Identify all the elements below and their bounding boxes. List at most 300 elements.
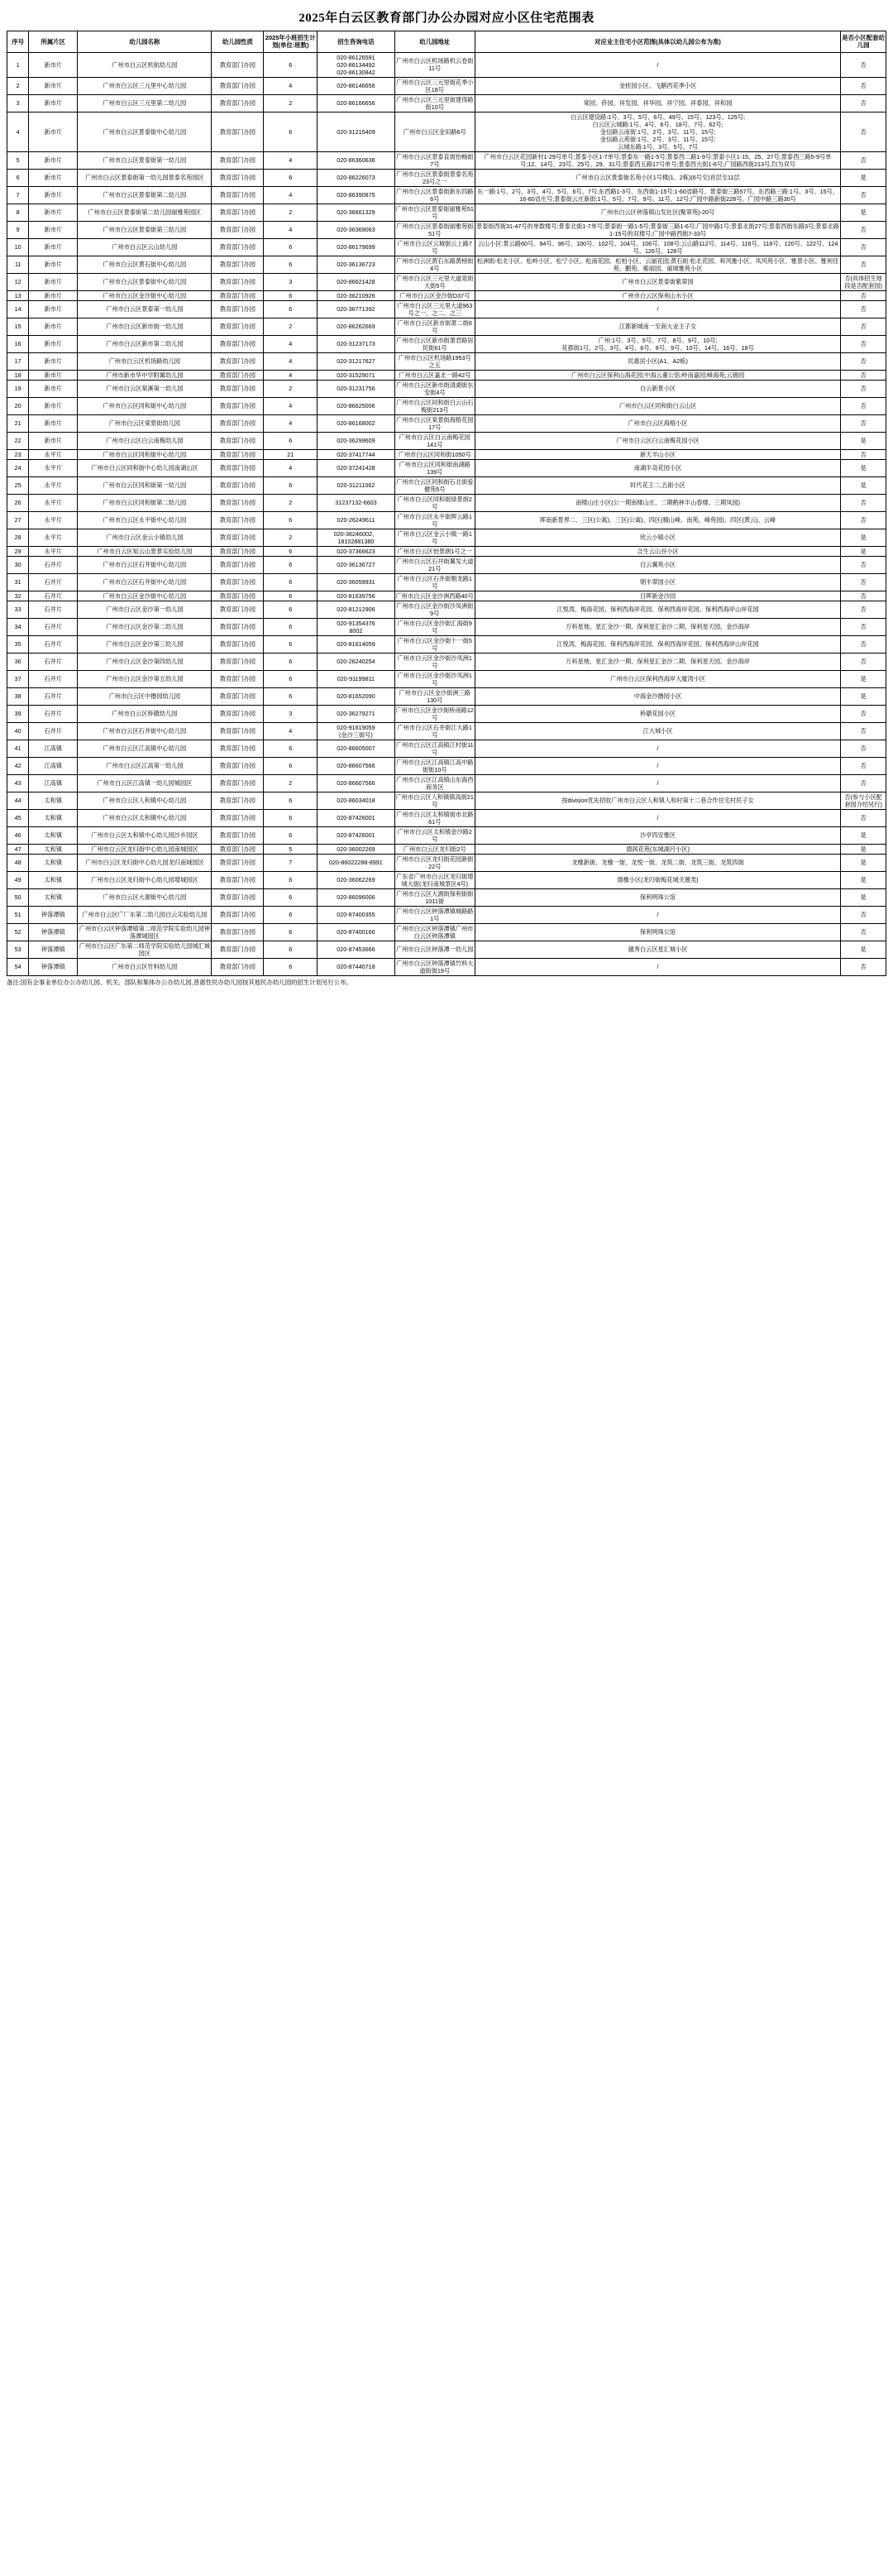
cell-no: 52 <box>7 923 29 941</box>
cell-address: 广州市白云区金沙街沙凤洲1号 <box>394 670 475 687</box>
cell-address: 广州市白云区钟落潭镇广州市白云区钟落潭镇 <box>396 924 474 940</box>
cell-kindergarten-name: 广州市白云区龙归街中心幼儿园南城园区 <box>78 844 212 854</box>
cell-plan: 6 <box>264 941 318 958</box>
cell-supporting: 否 <box>841 635 886 653</box>
table-row <box>7 256 886 273</box>
cell-address: 广州市白云区金沙洲西路40号 <box>395 591 474 600</box>
cell-address: 广州市白云区同和街白云山石梅街213号 <box>396 398 474 414</box>
table-row <box>7 740 886 757</box>
cell-address: 广州市白云区金沙街沙凤洲1号 <box>394 653 475 670</box>
cell-plan: 4 <box>264 221 318 238</box>
cell-telephone: 020-86126591 020-86134492 020-86130842 <box>318 52 394 77</box>
cell-scope: 德润花苑(东城湖月小区) <box>475 844 840 854</box>
table-row <box>7 906 886 923</box>
cell-area: 石井片 <box>29 591 78 601</box>
cell-address: 广州市白云区三元里大道泉街大街5号 <box>396 274 474 290</box>
cell-kindergarten-name: 广州市白云区太和镇中心幼儿园沙乡园区 <box>78 826 212 844</box>
cell-area: 石井片 <box>29 556 78 573</box>
cell-address: 广州市白云区金田路6号 <box>394 112 475 151</box>
cell-nature: 教育部门办园 <box>212 844 264 854</box>
cell-telephone: 020-87440718 <box>318 958 394 975</box>
cell-kindergarten-name: 广州市白云区三元里中心幼儿园 <box>78 77 212 94</box>
cell-nature: 教育部门办园 <box>212 757 264 774</box>
cell-address: 广东省广州市白云区龙归街增城大街(龙归南城景区4号) <box>396 872 474 888</box>
cell-nature: 教育部门办园 <box>212 449 264 459</box>
cell-plan: 5 <box>264 844 318 854</box>
cell-address: 广州市白云区金沙街沙凤洲街9号 <box>396 601 474 617</box>
cell-kindergarten-name: 广州市白云区广厂东第二幼儿园白云实验幼儿园 <box>78 906 212 923</box>
cell-area: 太和镇 <box>29 854 78 871</box>
cell-plan: 6 <box>264 290 318 300</box>
cell-no: 40 <box>7 722 29 740</box>
table-row <box>7 722 886 740</box>
cell-area: 新市片 <box>29 397 78 414</box>
cell-plan: 6 <box>264 573 318 591</box>
cell-scope: 晖南新景界二、三区(公寓)、三区(公寓)、四区(精山峰、南苑、峰苑园)、四区(黄云)、云峰 <box>475 511 840 529</box>
cell-no: 3 <box>7 94 29 112</box>
cell-nature: 教育部门办园 <box>212 529 264 546</box>
cell-area: 新市片 <box>29 380 78 397</box>
cell-plan: 6 <box>264 740 318 757</box>
cell-scope: / <box>475 740 840 757</box>
cell-nature: 教育部门办园 <box>212 380 264 397</box>
cell-no: 25 <box>7 476 29 494</box>
cell-area: 新市片 <box>29 238 78 256</box>
cell-nature: 教育部门办园 <box>212 335 264 352</box>
cell-no: 9 <box>7 221 29 238</box>
cell-address: 广州市白云区钟落潭一幼儿园 <box>394 941 475 958</box>
cell-nature: 教育部门办园 <box>212 722 264 740</box>
cell-address: 广州市白云区机场路机云卷街11号 <box>394 52 475 77</box>
cell-address: 广州市白云区金沙街桥南路12号 <box>395 706 474 721</box>
cell-area: 永平片 <box>29 459 78 476</box>
cell-kindergarten-name: 广州市白云区景泰街第一幼儿园 <box>78 151 212 169</box>
cell-supporting: 否 <box>841 556 886 573</box>
cell-supporting: 否 <box>841 335 886 352</box>
cell-address: 广州市白云区同和街1050号 <box>394 449 475 459</box>
kindergarten-table <box>7 31 886 976</box>
cell-area: 钟落潭镇 <box>29 923 78 941</box>
cell-no: 19 <box>7 380 29 397</box>
cell-nature: 教育部门办园 <box>212 238 264 256</box>
cell-kindergarten-name: 广州市白云区同和街中心幼儿园 <box>78 397 212 414</box>
cell-supporting: 否 <box>841 370 886 380</box>
table-row <box>7 112 886 151</box>
cell-nature: 教育部门办园 <box>212 169 264 186</box>
cell-supporting: 是 <box>841 941 886 958</box>
cell-kindergarten-name: 广州市白云区棠景街幼儿园 <box>78 414 212 432</box>
cell-kindergarten-name: 广州市白云区永平街中心幼儿园 <box>78 511 212 529</box>
cell-scope: / <box>475 52 840 77</box>
cell-address: 广州市白云区同和街石北街爱健苑5号 <box>396 477 474 493</box>
cell-no: 47 <box>7 844 29 854</box>
cell-telephone: 020-36136727 <box>318 556 394 573</box>
cell-area: 新市片 <box>29 318 78 335</box>
cell-scope: 龙橡新街、龙橡一街、龙悦一街、龙筑二街、龙筑三街、龙筑四街 <box>475 854 840 871</box>
cell-no: 18 <box>7 370 29 380</box>
cell-telephone: 020-36299609 <box>318 432 394 449</box>
cell-supporting: 否 <box>841 380 886 397</box>
cell-telephone: 020-36246002、18102881380 <box>318 529 394 546</box>
cell-kindergarten-name: 广州市白云区机航幼儿园 <box>78 52 212 77</box>
footer-note: 备注:国有企事业单位办公办幼儿园、机关、部队和集体办公办幼儿园,普惠性民办幼儿园按其他民办幼儿园的招生计划另行公布。 <box>7 978 352 986</box>
cell-kindergarten-name: 广州市白云区金沙街中心幼儿园 <box>78 290 212 300</box>
cell-telephone: 020-37417744 <box>318 449 394 459</box>
cell-kindergarten-name: 广州市白云区钟落潭镇第二师范学院实验幼儿园钟落潭城园区 <box>78 923 212 941</box>
cell-plan: 2 <box>264 774 318 792</box>
cell-area: 新市片 <box>29 432 78 449</box>
table-row <box>7 352 886 370</box>
cell-supporting: 是 <box>841 844 886 854</box>
cell-no: 51 <box>7 906 29 923</box>
cell-supporting: 否 <box>841 601 886 618</box>
cell-nature: 教育部门办园 <box>212 958 264 975</box>
cell-scope: / <box>475 906 840 923</box>
cell-no: 45 <box>7 809 29 826</box>
table-body <box>7 52 886 975</box>
cell-plan: 4 <box>264 77 318 94</box>
cell-nature: 教育部门办园 <box>212 186 264 203</box>
cell-supporting: 否 <box>841 923 886 941</box>
cell-supporting: 是 <box>841 203 886 221</box>
cell-nature: 教育部门办园 <box>212 221 264 238</box>
table-row <box>7 300 886 318</box>
cell-plan: 6 <box>264 591 318 601</box>
cell-kindergarten-name: 广州市白云区金沙第一幼儿园 <box>78 601 212 618</box>
cell-supporting: 否 <box>841 290 886 300</box>
cell-supporting: 是 <box>841 854 886 871</box>
cell-area: 新市片 <box>29 151 78 169</box>
cell-area: 太和镇 <box>29 792 78 809</box>
cell-plan: 2 <box>264 203 318 221</box>
cell-scope: 南楼山庄小区(公一期南楼山庄、二期鹤林半山春楼、三期凤园) <box>475 494 840 511</box>
table-row <box>7 888 886 906</box>
table-row <box>7 556 886 573</box>
cell-no: 35 <box>7 635 29 653</box>
cell-telephone: 020-86096006 <box>318 888 394 906</box>
cell-plan: 4 <box>264 151 318 169</box>
cell-address: 广州市白云区金沙街十一街5号 <box>394 635 475 653</box>
cell-no: 1 <box>7 52 29 77</box>
cell-scope: 白云区建设路:1号、3号、5号、6号、49号、15号、123号、125号; 白云区云城路:1号、4号、6号、18号、7号、62号; 金信路云南街:1号、2号、3号、11号、15号; 金信路云苑街:1号、2号、3号、11号、15号; 云城东路:1号、3号、5号、7号 <box>475 112 840 151</box>
cell-telephone: 020-86226073 <box>318 169 394 186</box>
table-row <box>7 601 886 618</box>
cell-area: 石井片 <box>29 601 78 618</box>
cell-scope: / <box>475 757 840 774</box>
cell-supporting: 否 <box>841 573 886 591</box>
cell-scope: 云山小区:景云路60号、94号、96号、100号、102号、104号、106号、108号;云山路112号、114号、116号、118号、120号、122号、124号、126号、128号 <box>475 238 840 256</box>
cell-telephone: 020-31215409 <box>318 112 394 151</box>
cell-no: 22 <box>7 432 29 449</box>
cell-scope: 棠园、侨园、祥发园、祥华园、祥宁园、祥泰园、祥和园 <box>475 94 840 112</box>
cell-telephone: 020-86605007 <box>318 740 394 757</box>
cell-plan: 6 <box>264 670 318 687</box>
cell-supporting: 否 <box>841 740 886 757</box>
cell-area: 永平片 <box>29 511 78 529</box>
cell-nature: 教育部门办园 <box>212 300 264 318</box>
table-row <box>7 958 886 975</box>
cell-area: 石井片 <box>29 687 78 705</box>
cell-scope: 东一路:1号、2号、3号、4号、5号、6号、7号;东西路1-3号、东西街1-15号;1-60省路号、景泰街三路57号、东西路三路:1号、3号、15号、16-60省庄号;景泰街云庄新街:1号、5号、7号、9号、11号、12号;广园中路新街228号、广园中路三路30号 <box>475 186 840 203</box>
cell-address: 广州市白云区景泰直街怡畅街7号 <box>396 152 474 168</box>
table-row <box>7 923 886 941</box>
cell-supporting: 是 <box>841 888 886 906</box>
cell-plan: 2 <box>264 94 318 112</box>
cell-no: 30 <box>7 556 29 573</box>
cell-scope: 越秀白云区星汇城小区 <box>475 941 840 958</box>
cell-scope: 松洲街:松北小区、松岭小区、松宁小区、松南花园、松柏小区、云丽花园;黄石街:松北花园、和风雅小区、凤风苑小区、雅景小区、雅利佳苑、鹏苑、紫丽园、丽城雅苑小区 <box>475 256 840 273</box>
cell-no: 36 <box>7 653 29 670</box>
cell-plan: 21 <box>264 449 318 459</box>
cell-nature: 教育部门办园 <box>212 256 264 273</box>
cell-telephone: 020-36661329 <box>318 203 394 221</box>
cell-nature: 教育部门办园 <box>212 687 264 705</box>
cell-telephone: 020-86360636 <box>318 151 394 169</box>
cell-kindergarten-name: 广州市白云区龙归街中心幼儿园龙归南城园区 <box>78 854 212 871</box>
cell-kindergarten-name: 广州市白云区棠溪第一幼儿园 <box>78 380 212 397</box>
cell-plan: 6 <box>264 556 318 573</box>
cell-kindergarten-name: 广州市白云区金沙第四幼儿园 <box>78 653 212 670</box>
cell-area: 新市片 <box>29 203 78 221</box>
cell-kindergarten-name: 广州市白云区景泰街第一幼儿园景泰名苑园区 <box>78 169 212 186</box>
cell-plan: 2 <box>264 380 318 397</box>
cell-plan: 4 <box>264 397 318 414</box>
col-header-nature: 幼儿园性质 <box>212 31 264 53</box>
cell-scope: 沙亭四安雅区 <box>475 826 840 844</box>
cell-no: 23 <box>7 449 29 459</box>
cell-nature: 教育部门办园 <box>212 923 264 941</box>
cell-address: 广州市白云区怡景朗1号之一 <box>394 546 475 556</box>
cell-no: 2 <box>7 77 29 94</box>
cell-address: 广州市白云区江高镇江村街11号 <box>395 740 474 756</box>
table-header-row <box>7 31 886 53</box>
table-row <box>7 370 886 380</box>
cell-kindergarten-name: 广州市白云区金沙第三幼儿园 <box>78 635 212 653</box>
cell-nature: 教育部门办园 <box>212 670 264 687</box>
cell-scope: 保利明珠公馆 <box>475 923 840 941</box>
cell-plan: 6 <box>264 871 318 888</box>
cell-supporting: 否 <box>841 757 886 774</box>
cell-supporting: 是 <box>841 687 886 705</box>
cell-kindergarten-name: 广州市白云区石井街中心幼儿园 <box>78 722 212 740</box>
cell-area: 新市片 <box>29 370 78 380</box>
cell-supporting: 否 <box>841 722 886 740</box>
cell-plan: 6 <box>264 826 318 844</box>
cell-no: 50 <box>7 888 29 906</box>
cell-no: 13 <box>7 290 29 300</box>
cell-telephone: 020-36002269 <box>318 844 394 854</box>
cell-scope: 江都新城南一至商大业主子女 <box>475 318 840 335</box>
table-row <box>7 757 886 774</box>
cell-no: 16 <box>7 335 29 352</box>
cell-kindergarten-name: 广州市白云区景泰街第三幼儿园 <box>78 221 212 238</box>
cell-address: 广州市白云区永平街晖云路1号 <box>394 511 475 529</box>
cell-area: 钟落潭镇 <box>29 941 78 958</box>
cell-area: 江高镇 <box>29 774 78 792</box>
cell-no: 33 <box>7 601 29 618</box>
cell-kindergarten-name: 广州市新市华中学附属幼儿园 <box>78 370 212 380</box>
cell-plan: 6 <box>264 618 318 635</box>
cell-no: 53 <box>7 941 29 958</box>
cell-kindergarten-name: 广州市白云区龙归街中心幼儿园增城园区 <box>78 871 212 888</box>
cell-kindergarten-name: 广州市白云区同和街第二幼儿园 <box>78 494 212 511</box>
table-row <box>7 380 886 397</box>
cell-supporting: 是 <box>841 871 886 888</box>
cell-kindergarten-name: 广州市白云区知云山景景实验幼儿园 <box>78 546 212 556</box>
table-row <box>7 238 886 256</box>
cell-plan: 2 <box>264 494 318 511</box>
cell-area: 太和镇 <box>29 888 78 906</box>
cell-nature: 教育部门办园 <box>212 352 264 370</box>
cell-no: 4 <box>7 112 29 151</box>
cell-no: 6 <box>7 169 29 186</box>
table-row <box>7 591 886 601</box>
cell-address: 广州市白云区嘉北一路42号 <box>394 370 475 380</box>
table-row <box>7 941 886 958</box>
cell-nature: 教育部门办园 <box>212 556 264 573</box>
cell-nature: 教育部门办园 <box>212 459 264 476</box>
table-row <box>7 94 886 112</box>
cell-no: 20 <box>7 397 29 414</box>
cell-nature: 教育部门办园 <box>212 601 264 618</box>
cell-supporting: 否 <box>841 238 886 256</box>
cell-telephone: 020-86179699 <box>318 238 394 256</box>
cell-nature: 教育部门办园 <box>212 432 264 449</box>
cell-area: 新市片 <box>29 335 78 352</box>
cell-supporting: 否 <box>841 397 886 414</box>
cell-address: 广州市白云区新市街萧二街6号 <box>394 318 475 335</box>
cell-address: 广州市白云区人和镇镇高街21号 <box>395 792 474 808</box>
cell-plan: 6 <box>264 809 318 826</box>
cell-kindergarten-name: 广州市白云区云山幼儿园 <box>78 238 212 256</box>
cell-kindergarten-name: 广州市白云区金沙第五幼儿园 <box>78 670 212 687</box>
cell-nature: 教育部门办园 <box>212 414 264 432</box>
cell-scope: 白云新景小区 <box>475 380 840 397</box>
cell-plan: 4 <box>264 370 318 380</box>
cell-telephone: 020-26249611 <box>318 511 394 529</box>
table-row <box>7 169 886 186</box>
cell-no: 28 <box>7 529 29 546</box>
cell-scope: 江悦湾、梅海花园、保利西海岸花园、保利西海岸花园、保利西海岸山岸花园 <box>475 601 840 618</box>
cell-supporting: 否 <box>841 705 886 722</box>
cell-area: 石井片 <box>29 573 78 591</box>
cell-kindergarten-name: 广州市白云区景泰街中心幼儿园 <box>78 112 212 151</box>
table-row <box>7 52 886 77</box>
cell-address: 广州市白云区云城街云上路7号 <box>394 238 475 256</box>
cell-area: 新市片 <box>29 414 78 432</box>
cell-area: 太和镇 <box>29 809 78 826</box>
cell-telephone: 020-37366623 <box>318 546 394 556</box>
table-row <box>7 414 886 432</box>
cell-no: 5 <box>7 151 29 169</box>
table-row <box>7 459 886 476</box>
cell-no: 37 <box>7 670 29 687</box>
table-row <box>7 844 886 854</box>
cell-nature: 教育部门办园 <box>212 705 264 722</box>
cell-scope: 按division优先招收广州市白云区人和镇人和村第十二巷合作住宅村民子女 <box>475 792 840 809</box>
cell-no: 32 <box>7 591 29 601</box>
cell-plan: 6 <box>264 238 318 256</box>
table-row <box>7 618 886 635</box>
cell-plan: 6 <box>264 757 318 774</box>
cell-telephone: 020-31237173 <box>318 335 394 352</box>
cell-no: 7 <box>7 186 29 203</box>
cell-scope: / <box>475 300 840 318</box>
table-row <box>7 494 886 511</box>
cell-kindergarten-name: 广州市白云区江高镇一幼儿园城园区 <box>78 774 212 792</box>
cell-scope: 广州市白云区钟落镇山发社区(聚翠苑)-20号 <box>475 203 840 221</box>
cell-kindergarten-name: 广州市白云区白云南梅幼儿园 <box>78 432 212 449</box>
cell-area: 石井片 <box>29 635 78 653</box>
cell-address: 广州市白云区金沙街洲三路130号 <box>394 687 475 705</box>
cell-nature: 教育部门办园 <box>212 203 264 221</box>
cell-area: 太和镇 <box>29 871 78 888</box>
cell-area: 新市片 <box>29 169 78 186</box>
cell-supporting: 否 <box>841 653 886 670</box>
cell-plan: 6 <box>264 653 318 670</box>
cell-kindergarten-name: 广州市白云区景泰街第二幼儿园 <box>78 186 212 203</box>
table-row <box>7 792 886 809</box>
cell-supporting: 否 <box>841 256 886 273</box>
cell-address: 广州市白云区三元里街建得路街10号 <box>396 95 474 111</box>
col-header-supporting: 是否小区配套幼儿园 <box>841 31 886 53</box>
cell-nature: 教育部门办园 <box>212 511 264 529</box>
cell-telephone: 020-87426001 <box>318 809 394 826</box>
cell-nature: 教育部门办园 <box>212 854 264 871</box>
cell-scope: / <box>475 774 840 792</box>
cell-kindergarten-name: 广州市白云区同和街第一幼儿园 <box>78 476 212 494</box>
cell-area: 钟落潭镇 <box>29 958 78 975</box>
cell-supporting: 否 <box>841 352 886 370</box>
cell-nature: 教育部门办园 <box>212 774 264 792</box>
cell-scope: 景泰街西街31-47号的单数楼号;景泰北街1-7单号;景泰街一路1-5号;景泰街三路1-6号;广园中路1号;景泰北街27号;景泰西街东路3号;景泰北路1-15号的双楼号;广园中路西街7-33号 <box>476 222 839 237</box>
cell-area: 新市片 <box>29 77 78 94</box>
cell-no: 38 <box>7 687 29 705</box>
cell-no: 46 <box>7 826 29 844</box>
table-row <box>7 449 886 459</box>
cell-supporting: 否 <box>841 318 886 335</box>
cell-telephone: 020-36279271 <box>318 705 394 722</box>
cell-plan: 6 <box>264 958 318 975</box>
cell-telephone: 020-86607566 <box>318 757 394 774</box>
cell-nature: 教育部门办园 <box>212 112 264 151</box>
cell-scope: 南湖半岛花园小区 <box>475 459 840 476</box>
cell-scope: 时代花王二,五街小区 <box>475 476 840 494</box>
cell-telephone: 020-87453666 <box>318 941 394 958</box>
cell-scope: 广州市白云区白云南梅花园小区 <box>475 432 840 449</box>
cell-no: 31 <box>7 573 29 591</box>
cell-scope: 欣云小镇小区 <box>475 529 840 546</box>
cell-no: 34 <box>7 618 29 635</box>
cell-telephone: 020-31217627 <box>318 352 394 370</box>
cell-no: 8 <box>7 203 29 221</box>
table-row <box>7 511 886 529</box>
cell-telephone: 020-86022288-8991 <box>318 854 394 871</box>
cell-supporting: 是 <box>841 546 886 556</box>
cell-telephone: 020-86625006 <box>318 397 394 414</box>
cell-scope: 广州市白云区海榕小区 <box>475 414 840 432</box>
col-header-tel: 招生咨询电话 <box>318 31 394 53</box>
cell-telephone: 020-36771392 <box>318 300 394 318</box>
table-row <box>7 335 886 352</box>
cell-supporting: 否 <box>841 221 886 238</box>
cell-supporting: 是 <box>841 169 886 186</box>
cell-scope: 广州市白云区花园新村1-29号单号;景泰小区1-7单号;景泰东一路1-5号;景泰西二路1-9号;景泰小区1-15、25、27号;景泰西三路5-9号单号;12、14号、23号、25号、29、31号;景泰西五路17号单号;景泰西大街1-6号;广园路西街213号,均为双号 <box>475 151 840 169</box>
cell-address: 广州市白云区同和街绿景街2号 <box>394 494 475 511</box>
cell-nature: 教育部门办园 <box>212 476 264 494</box>
cell-nature: 教育部门办园 <box>212 635 264 653</box>
cell-telephone: 020-86166656 <box>318 94 394 112</box>
